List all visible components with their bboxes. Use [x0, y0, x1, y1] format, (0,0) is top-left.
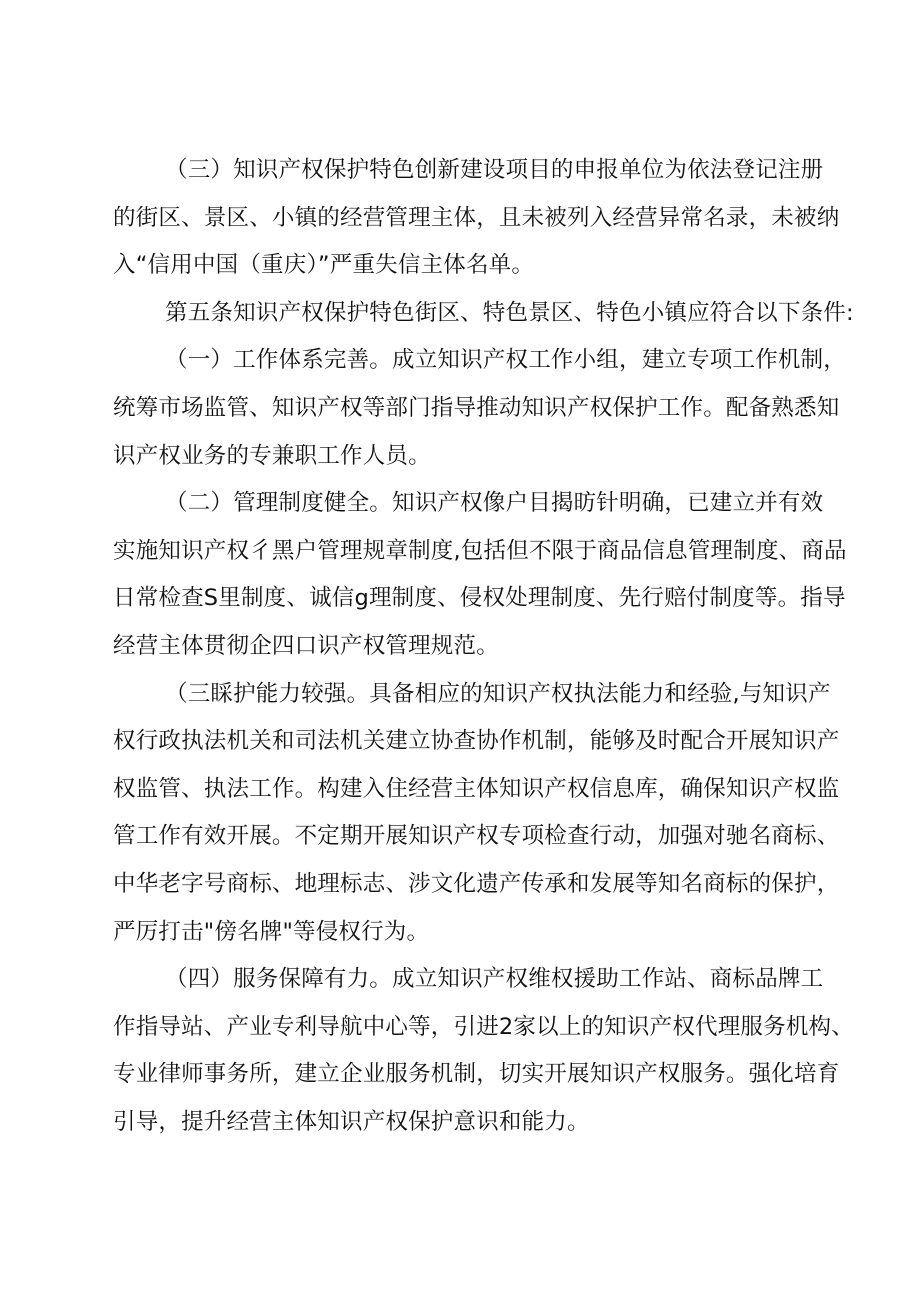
- text-line: 引导，提升经营主体知识产权保护意识和能力。: [113, 1108, 590, 1135]
- text-line: 经营主体贯彻企四口识产权管理规范。: [113, 632, 499, 659]
- text-line: 统筹市场监管、知识产权等部门指导推动知识产权保护工作。配备熟悉知: [113, 394, 840, 421]
- text-line: 入“信用中国（重庆）”严重失信主体名单。: [113, 252, 535, 279]
- text-line: （二）管理制度健全。知识产权像户目揭昉针明确，已建立并有效: [165, 490, 824, 517]
- text-line: （一）工作体系完善。成立知识产权工作小组，建立专项工作机制，: [165, 347, 847, 374]
- text-line: 第五条知识产权保护特色街区、特色景区、特色小镇应符合以下条件:: [165, 299, 854, 326]
- text-line: 严厉打击"傍名牌"等侵权行为。: [113, 918, 430, 945]
- text-line: 作指导站、产业专利导航中心等，引进2家以上的知识产权代理服务机构、: [113, 1013, 854, 1040]
- body-text: [113, 147, 854, 1146]
- text-line: （三）知识产权保护特色创新建设项目的申报单位为依法登记注册: [165, 157, 824, 183]
- text-line: 权行政执法机关和司法机关建立协查协作机制，能够及时配合开展知识产: [113, 728, 840, 755]
- text-line: 中华老字号商标、地理标志、涉文化遗产传承和发展等知名商标的保护，: [113, 870, 840, 897]
- text-line: 专业律师事务所，建立企业服务机制，切实开展知识产权服务。强化培育: [113, 1061, 840, 1088]
- text-line: 的街区、景区、小镇的经营管理主体，且未被列入经营异常名录，未被纳: [113, 204, 840, 231]
- text-line: 管工作有效开展。不定期开展知识产权专项检查行动，加强对驰名商标、: [113, 823, 840, 850]
- text-line: 日常检查S里制度、诚信g理制度、侵权处理制度、先行赔付制度等。指导: [113, 585, 846, 612]
- text-line: （四）服务保障有力。成立知识产权维权援助工作站、商标品牌工: [165, 966, 824, 993]
- text-line: 实施知识产权彳黑户管理规章制度,包括但不限于商品信息管理制度、商品: [113, 537, 847, 564]
- text-line: （三睬护能力较强。具备相应的知识产权执法能力和经验,与知识产: [165, 680, 831, 707]
- text-line: 权监管、执法工作。构建入住经营主体知识产权信息库，确保知识产权监: [113, 775, 840, 802]
- text-line: 识产权业务的专兼职工作人员。: [113, 442, 431, 469]
